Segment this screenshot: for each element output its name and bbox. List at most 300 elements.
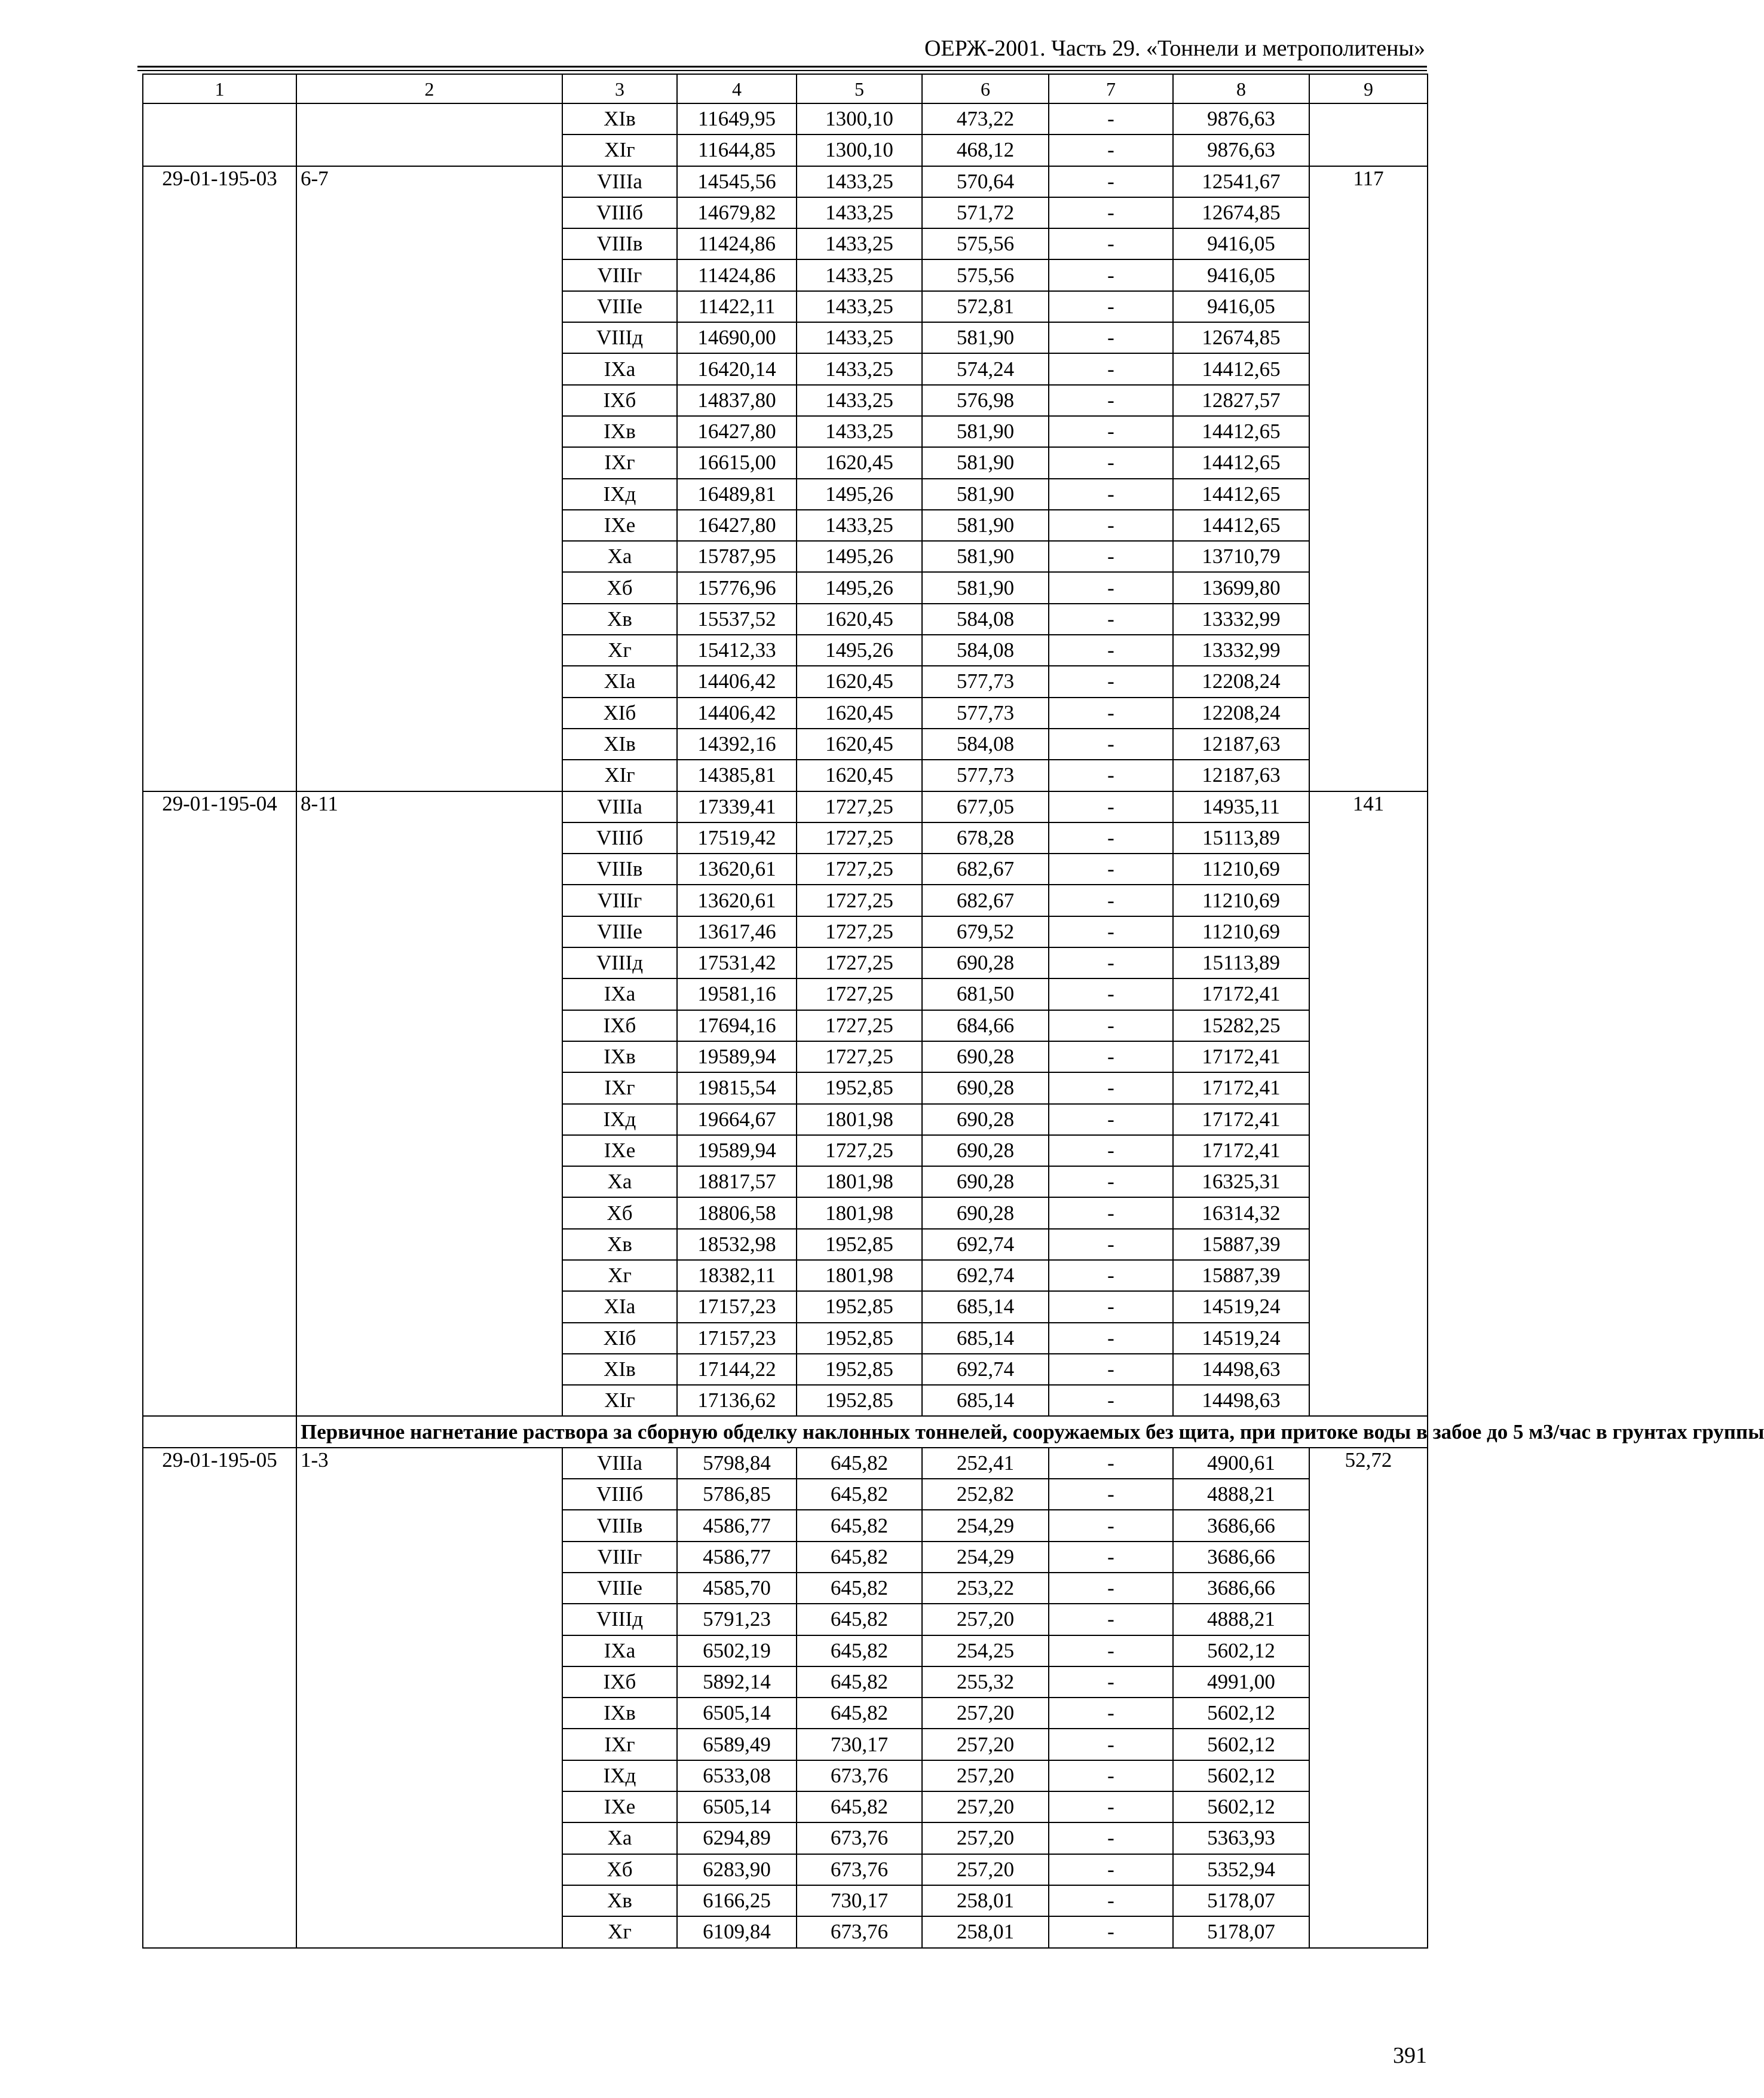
total-cost-cell: 5791,23 bbox=[677, 1604, 797, 1635]
machinery-cell: 254,29 bbox=[922, 1542, 1049, 1573]
total-cost-cell: 6589,49 bbox=[677, 1729, 797, 1760]
materials-cell: 17172,41 bbox=[1173, 1041, 1309, 1072]
materials-cell: 14498,63 bbox=[1173, 1354, 1309, 1385]
machinery-cell: 581,90 bbox=[922, 416, 1049, 447]
wages-cell: 645,82 bbox=[797, 1791, 922, 1822]
total-cost-cell: 17144,22 bbox=[677, 1354, 797, 1385]
total-cost-cell: 13620,61 bbox=[677, 885, 797, 916]
category-cell: IXв bbox=[562, 416, 677, 447]
machinists-wages-cell: - bbox=[1049, 1604, 1173, 1635]
wages-cell: 673,76 bbox=[797, 1854, 922, 1885]
materials-cell: 3686,66 bbox=[1173, 1542, 1309, 1573]
machinists-wages-cell: - bbox=[1049, 1072, 1173, 1103]
total-cost-cell: 17531,42 bbox=[677, 947, 797, 978]
column-number: 6 bbox=[922, 74, 1049, 103]
total-cost-cell: 13617,46 bbox=[677, 916, 797, 947]
page-number: 391 bbox=[1393, 2043, 1427, 2068]
machinery-cell: 685,14 bbox=[922, 1291, 1049, 1322]
materials-cell: 4991,00 bbox=[1173, 1666, 1309, 1698]
machinists-wages-cell: - bbox=[1049, 1854, 1173, 1885]
materials-cell: 15282,25 bbox=[1173, 1010, 1309, 1041]
wages-cell: 1433,25 bbox=[797, 197, 922, 228]
machinists-wages-cell: - bbox=[1049, 353, 1173, 384]
materials-cell: 14412,65 bbox=[1173, 353, 1309, 384]
machinery-cell: 575,56 bbox=[922, 228, 1049, 259]
machinery-cell: 257,20 bbox=[922, 1791, 1049, 1822]
wages-cell: 1620,45 bbox=[797, 729, 922, 760]
materials-cell: 11210,69 bbox=[1173, 854, 1309, 885]
machinery-cell: 257,20 bbox=[922, 1854, 1049, 1885]
category-cell: XIв bbox=[562, 729, 677, 760]
total-cost-cell: 16427,80 bbox=[677, 416, 797, 447]
total-cost-cell: 14406,42 bbox=[677, 666, 797, 697]
machinists-wages-cell: - bbox=[1049, 947, 1173, 978]
category-cell: VIIIе bbox=[562, 291, 677, 322]
machinery-cell: 253,22 bbox=[922, 1573, 1049, 1604]
machinery-cell: 692,74 bbox=[922, 1354, 1049, 1385]
wages-cell: 1952,85 bbox=[797, 1385, 922, 1416]
machinists-wages-cell: - bbox=[1049, 291, 1173, 322]
category-cell: Xа bbox=[562, 1166, 677, 1197]
machinists-wages-cell: - bbox=[1049, 916, 1173, 947]
materials-cell: 13332,99 bbox=[1173, 604, 1309, 635]
total-cost-cell: 11644,85 bbox=[677, 134, 797, 166]
machinery-cell: 690,28 bbox=[922, 1135, 1049, 1166]
materials-cell: 16314,32 bbox=[1173, 1197, 1309, 1228]
wages-cell: 1801,98 bbox=[797, 1104, 922, 1135]
materials-cell: 15887,39 bbox=[1173, 1260, 1309, 1291]
materials-cell: 5363,93 bbox=[1173, 1822, 1309, 1854]
total-cost-cell: 16489,81 bbox=[677, 479, 797, 510]
machinists-wages-cell: - bbox=[1049, 854, 1173, 885]
machinists-wages-cell: - bbox=[1049, 760, 1173, 791]
materials-cell: 5178,07 bbox=[1173, 1885, 1309, 1916]
machinery-cell: 690,28 bbox=[922, 1104, 1049, 1135]
category-cell: XIг bbox=[562, 1385, 677, 1416]
header-rule-thin bbox=[137, 70, 1427, 71]
total-cost-cell: 19589,94 bbox=[677, 1041, 797, 1072]
machinery-cell: 574,24 bbox=[922, 353, 1049, 384]
machinists-wages-cell: - bbox=[1049, 1635, 1173, 1666]
category-cell: XIа bbox=[562, 1291, 677, 1322]
machinists-wages-cell: - bbox=[1049, 666, 1173, 697]
materials-cell: 3686,66 bbox=[1173, 1573, 1309, 1604]
materials-cell: 11210,69 bbox=[1173, 885, 1309, 916]
machinists-wages-cell: - bbox=[1049, 447, 1173, 478]
materials-cell: 5352,94 bbox=[1173, 1854, 1309, 1885]
wages-cell: 1495,26 bbox=[797, 635, 922, 666]
machinists-wages-cell: - bbox=[1049, 1166, 1173, 1197]
total-cost-cell: 18806,58 bbox=[677, 1197, 797, 1228]
machinists-wages-cell: - bbox=[1049, 1822, 1173, 1854]
materials-cell: 4888,21 bbox=[1173, 1479, 1309, 1510]
machinists-wages-cell: - bbox=[1049, 1791, 1173, 1822]
wages-cell: 1727,25 bbox=[797, 822, 922, 854]
category-cell: VIIIв bbox=[562, 854, 677, 885]
wages-cell: 1952,85 bbox=[797, 1354, 922, 1385]
soil-group-cell: 8-11 bbox=[296, 791, 562, 1417]
wages-cell: 1495,26 bbox=[797, 541, 922, 572]
category-cell: IXе bbox=[562, 510, 677, 541]
total-cost-cell: 16427,80 bbox=[677, 510, 797, 541]
wages-cell: 1801,98 bbox=[797, 1166, 922, 1197]
category-cell: IXд bbox=[562, 1104, 677, 1135]
materials-cell: 12187,63 bbox=[1173, 729, 1309, 760]
materials-cell: 5602,12 bbox=[1173, 1698, 1309, 1729]
category-cell: IXе bbox=[562, 1791, 677, 1822]
total-cost-cell: 6166,25 bbox=[677, 1885, 797, 1916]
machinery-cell: 584,08 bbox=[922, 604, 1049, 635]
wages-cell: 673,76 bbox=[797, 1760, 922, 1791]
materials-cell: 3686,66 bbox=[1173, 1510, 1309, 1541]
machinery-cell: 581,90 bbox=[922, 510, 1049, 541]
machinery-cell: 690,28 bbox=[922, 1041, 1049, 1072]
machinery-cell: 684,66 bbox=[922, 1010, 1049, 1041]
machinists-wages-cell: - bbox=[1049, 1104, 1173, 1135]
machinists-wages-cell: - bbox=[1049, 541, 1173, 572]
total-cost-cell: 11422,11 bbox=[677, 291, 797, 322]
wages-cell: 730,17 bbox=[797, 1729, 922, 1760]
materials-cell: 12187,63 bbox=[1173, 760, 1309, 791]
wages-cell: 1300,10 bbox=[797, 103, 922, 134]
wages-cell: 645,82 bbox=[797, 1510, 922, 1541]
total-cost-cell: 4586,77 bbox=[677, 1542, 797, 1573]
rate-code-cell bbox=[143, 103, 296, 166]
materials-cell: 15887,39 bbox=[1173, 1229, 1309, 1260]
category-cell: VIIIа bbox=[562, 791, 677, 822]
labor-norm-cell bbox=[1309, 103, 1428, 166]
category-cell: IXг bbox=[562, 1072, 677, 1103]
wages-cell: 1433,25 bbox=[797, 510, 922, 541]
wages-cell: 645,82 bbox=[797, 1542, 922, 1573]
materials-cell: 16325,31 bbox=[1173, 1166, 1309, 1197]
wages-cell: 1727,25 bbox=[797, 947, 922, 978]
machinists-wages-cell: - bbox=[1049, 1041, 1173, 1072]
wages-cell: 1727,25 bbox=[797, 978, 922, 1010]
machinery-cell: 570,64 bbox=[922, 166, 1049, 197]
materials-cell: 14412,65 bbox=[1173, 479, 1309, 510]
wages-cell: 645,82 bbox=[797, 1698, 922, 1729]
category-cell: IXд bbox=[562, 1760, 677, 1791]
total-cost-cell: 14690,00 bbox=[677, 322, 797, 353]
category-cell: Xб bbox=[562, 1197, 677, 1228]
machinists-wages-cell: - bbox=[1049, 729, 1173, 760]
wages-cell: 1300,10 bbox=[797, 134, 922, 166]
machinists-wages-cell: - bbox=[1049, 1698, 1173, 1729]
machinists-wages-cell: - bbox=[1049, 1885, 1173, 1916]
category-cell: IXд bbox=[562, 479, 677, 510]
materials-cell: 9416,05 bbox=[1173, 228, 1309, 259]
materials-cell: 13710,79 bbox=[1173, 541, 1309, 572]
category-cell: Xг bbox=[562, 635, 677, 666]
category-cell: VIIIб bbox=[562, 822, 677, 854]
total-cost-cell: 4586,77 bbox=[677, 1510, 797, 1541]
wages-cell: 1433,25 bbox=[797, 416, 922, 447]
category-cell: Xв bbox=[562, 1229, 677, 1260]
machinery-cell: 575,56 bbox=[922, 259, 1049, 290]
table-row bbox=[143, 1448, 1428, 1479]
category-cell: Xв bbox=[562, 604, 677, 635]
wages-cell: 645,82 bbox=[797, 1479, 922, 1510]
machinery-cell: 577,73 bbox=[922, 760, 1049, 791]
machinery-cell: 258,01 bbox=[922, 1885, 1049, 1916]
category-cell: VIIIг bbox=[562, 885, 677, 916]
machinists-wages-cell: - bbox=[1049, 479, 1173, 510]
total-cost-cell: 14679,82 bbox=[677, 197, 797, 228]
materials-cell: 9876,63 bbox=[1173, 134, 1309, 166]
machinists-wages-cell: - bbox=[1049, 978, 1173, 1010]
machinists-wages-cell: - bbox=[1049, 1510, 1173, 1541]
total-cost-cell: 17519,42 bbox=[677, 822, 797, 854]
total-cost-cell: 15776,96 bbox=[677, 572, 797, 603]
total-cost-cell: 16615,00 bbox=[677, 447, 797, 478]
machinists-wages-cell: - bbox=[1049, 197, 1173, 228]
machinery-cell: 576,98 bbox=[922, 385, 1049, 416]
total-cost-cell: 6505,14 bbox=[677, 1698, 797, 1729]
soil-group-cell: 6-7 bbox=[296, 166, 562, 791]
machinery-cell: 577,73 bbox=[922, 698, 1049, 729]
materials-cell: 5602,12 bbox=[1173, 1635, 1309, 1666]
category-cell: XIв bbox=[562, 103, 677, 134]
category-cell: XIг bbox=[562, 134, 677, 166]
column-number: 8 bbox=[1173, 74, 1309, 103]
wages-cell: 1495,26 bbox=[797, 479, 922, 510]
rate-code-cell: 29-01-195-05 bbox=[143, 1448, 296, 1948]
machinery-cell: 473,22 bbox=[922, 103, 1049, 134]
materials-cell: 14519,24 bbox=[1173, 1291, 1309, 1322]
total-cost-cell: 11424,86 bbox=[677, 259, 797, 290]
wages-cell: 1433,25 bbox=[797, 385, 922, 416]
materials-cell: 14519,24 bbox=[1173, 1323, 1309, 1354]
wages-cell: 1620,45 bbox=[797, 666, 922, 697]
materials-cell: 15113,89 bbox=[1173, 822, 1309, 854]
rates-table bbox=[142, 74, 1764, 1949]
total-cost-cell: 16420,14 bbox=[677, 353, 797, 384]
machinists-wages-cell: - bbox=[1049, 1666, 1173, 1698]
wages-cell: 673,76 bbox=[797, 1916, 922, 1947]
wages-cell: 1433,25 bbox=[797, 291, 922, 322]
machinists-wages-cell: - bbox=[1049, 228, 1173, 259]
wages-cell: 1727,25 bbox=[797, 1010, 922, 1041]
category-cell: Xа bbox=[562, 541, 677, 572]
materials-cell: 17172,41 bbox=[1173, 978, 1309, 1010]
category-cell: Xа bbox=[562, 1822, 677, 1854]
materials-cell: 14498,63 bbox=[1173, 1385, 1309, 1416]
rate-code-cell: 29-01-195-03 bbox=[143, 166, 296, 791]
labor-norm-cell: 141 bbox=[1309, 791, 1428, 1417]
total-cost-cell: 6109,84 bbox=[677, 1916, 797, 1947]
machinists-wages-cell: - bbox=[1049, 1135, 1173, 1166]
category-cell: IXа bbox=[562, 1635, 677, 1666]
wages-cell: 1727,25 bbox=[797, 854, 922, 885]
wages-cell: 1952,85 bbox=[797, 1291, 922, 1322]
table-row bbox=[143, 103, 1428, 134]
category-cell: XIг bbox=[562, 760, 677, 791]
wages-cell: 1952,85 bbox=[797, 1323, 922, 1354]
materials-cell: 9416,05 bbox=[1173, 291, 1309, 322]
machinery-cell: 682,67 bbox=[922, 854, 1049, 885]
header-rule bbox=[137, 66, 1427, 68]
materials-cell: 12208,24 bbox=[1173, 666, 1309, 697]
wages-cell: 1727,25 bbox=[797, 916, 922, 947]
machinery-cell: 252,41 bbox=[922, 1448, 1049, 1479]
machinery-cell: 257,20 bbox=[922, 1822, 1049, 1854]
materials-cell: 5602,12 bbox=[1173, 1791, 1309, 1822]
wages-cell: 1495,26 bbox=[797, 572, 922, 603]
total-cost-cell: 6502,19 bbox=[677, 1635, 797, 1666]
total-cost-cell: 17136,62 bbox=[677, 1385, 797, 1416]
machinery-cell: 572,81 bbox=[922, 291, 1049, 322]
machinists-wages-cell: - bbox=[1049, 166, 1173, 197]
machinery-cell: 692,74 bbox=[922, 1260, 1049, 1291]
wages-cell: 645,82 bbox=[797, 1604, 922, 1635]
machinery-cell: 690,28 bbox=[922, 1197, 1049, 1228]
machinists-wages-cell: - bbox=[1049, 604, 1173, 635]
wages-cell: 645,82 bbox=[797, 1573, 922, 1604]
materials-cell: 5602,12 bbox=[1173, 1729, 1309, 1760]
category-cell: VIIIд bbox=[562, 1604, 677, 1635]
materials-cell: 9416,05 bbox=[1173, 259, 1309, 290]
machinery-cell: 577,73 bbox=[922, 666, 1049, 697]
total-cost-cell: 17157,23 bbox=[677, 1323, 797, 1354]
machinery-cell: 581,90 bbox=[922, 479, 1049, 510]
wages-cell: 1620,45 bbox=[797, 447, 922, 478]
materials-cell: 14412,65 bbox=[1173, 416, 1309, 447]
wages-cell: 1952,85 bbox=[797, 1072, 922, 1103]
total-cost-cell: 14545,56 bbox=[677, 166, 797, 197]
total-cost-cell: 5798,84 bbox=[677, 1448, 797, 1479]
category-cell: VIIIд bbox=[562, 322, 677, 353]
machinists-wages-cell: - bbox=[1049, 416, 1173, 447]
total-cost-cell: 6533,08 bbox=[677, 1760, 797, 1791]
machinists-wages-cell: - bbox=[1049, 134, 1173, 166]
section-title: Первичное нагнетание раствора за сборную обделку наклонных тоннелей, сооружаемых без щита, при притоке воды в забое до 5 м3/час в грунтах группы bbox=[296, 1416, 1428, 1447]
machinery-cell: 258,01 bbox=[922, 1916, 1049, 1947]
machinery-cell: 468,12 bbox=[922, 134, 1049, 166]
category-cell: XIб bbox=[562, 698, 677, 729]
category-cell: VIIIв bbox=[562, 1510, 677, 1541]
materials-cell: 5178,07 bbox=[1173, 1916, 1309, 1947]
total-cost-cell: 4585,70 bbox=[677, 1573, 797, 1604]
machinists-wages-cell: - bbox=[1049, 1479, 1173, 1510]
machinery-cell: 257,20 bbox=[922, 1760, 1049, 1791]
category-cell: XIв bbox=[562, 1354, 677, 1385]
wages-cell: 1727,25 bbox=[797, 885, 922, 916]
total-cost-cell: 15412,33 bbox=[677, 635, 797, 666]
machinists-wages-cell: - bbox=[1049, 1197, 1173, 1228]
wages-cell: 1433,25 bbox=[797, 166, 922, 197]
total-cost-cell: 6283,90 bbox=[677, 1854, 797, 1885]
machinery-cell: 254,25 bbox=[922, 1635, 1049, 1666]
category-cell: XIб bbox=[562, 1323, 677, 1354]
machinery-cell: 685,14 bbox=[922, 1385, 1049, 1416]
wages-cell: 1433,25 bbox=[797, 322, 922, 353]
machinery-cell: 255,32 bbox=[922, 1666, 1049, 1698]
total-cost-cell: 19664,67 bbox=[677, 1104, 797, 1135]
machinery-cell: 257,20 bbox=[922, 1698, 1049, 1729]
materials-cell: 9876,63 bbox=[1173, 103, 1309, 134]
category-cell: IXб bbox=[562, 1666, 677, 1698]
category-cell: IXв bbox=[562, 1698, 677, 1729]
machinists-wages-cell: - bbox=[1049, 1448, 1173, 1479]
wages-cell: 1801,98 bbox=[797, 1197, 922, 1228]
machinists-wages-cell: - bbox=[1049, 1573, 1173, 1604]
machinery-cell: 584,08 bbox=[922, 729, 1049, 760]
wages-cell: 1433,25 bbox=[797, 259, 922, 290]
machinists-wages-cell: - bbox=[1049, 1229, 1173, 1260]
category-cell: IXе bbox=[562, 1135, 677, 1166]
total-cost-cell: 19589,94 bbox=[677, 1135, 797, 1166]
table-row bbox=[143, 166, 1428, 197]
materials-cell: 4900,61 bbox=[1173, 1448, 1309, 1479]
category-cell: VIIIд bbox=[562, 947, 677, 978]
total-cost-cell: 14406,42 bbox=[677, 698, 797, 729]
column-number: 4 bbox=[677, 74, 797, 103]
machinery-cell: 252,82 bbox=[922, 1479, 1049, 1510]
total-cost-cell: 15537,52 bbox=[677, 604, 797, 635]
materials-cell: 4888,21 bbox=[1173, 1604, 1309, 1635]
category-cell: VIIIе bbox=[562, 1573, 677, 1604]
machinery-cell: 690,28 bbox=[922, 1166, 1049, 1197]
materials-cell: 17172,41 bbox=[1173, 1072, 1309, 1103]
total-cost-cell: 14392,16 bbox=[677, 729, 797, 760]
soil-group-cell: 1-3 bbox=[296, 1448, 562, 1948]
machinists-wages-cell: - bbox=[1049, 1260, 1173, 1291]
machinery-cell: 581,90 bbox=[922, 541, 1049, 572]
category-cell: IXб bbox=[562, 385, 677, 416]
wages-cell: 1433,25 bbox=[797, 353, 922, 384]
category-cell: VIIIе bbox=[562, 916, 677, 947]
total-cost-cell: 6294,89 bbox=[677, 1822, 797, 1854]
machinery-cell: 690,28 bbox=[922, 1072, 1049, 1103]
page-header: ОЕРЖ-2001. Часть 29. «Тоннели и метрополитены» bbox=[924, 36, 1425, 61]
machinists-wages-cell: - bbox=[1049, 1916, 1173, 1947]
category-cell: XIа bbox=[562, 666, 677, 697]
machinists-wages-cell: - bbox=[1049, 1760, 1173, 1791]
machinists-wages-cell: - bbox=[1049, 791, 1173, 822]
machinists-wages-cell: - bbox=[1049, 385, 1173, 416]
wages-cell: 645,82 bbox=[797, 1666, 922, 1698]
category-cell: Xг bbox=[562, 1916, 677, 1947]
materials-cell: 15113,89 bbox=[1173, 947, 1309, 978]
section-header-row bbox=[143, 1416, 1428, 1447]
column-number-row bbox=[143, 74, 1428, 103]
category-cell: IXа bbox=[562, 978, 677, 1010]
machinery-cell: 581,90 bbox=[922, 322, 1049, 353]
wages-cell: 1952,85 bbox=[797, 1229, 922, 1260]
materials-cell: 13699,80 bbox=[1173, 572, 1309, 603]
machinists-wages-cell: - bbox=[1049, 572, 1173, 603]
materials-cell: 12674,85 bbox=[1173, 322, 1309, 353]
machinery-cell: 257,20 bbox=[922, 1729, 1049, 1760]
materials-cell: 11210,69 bbox=[1173, 916, 1309, 947]
wages-cell: 673,76 bbox=[797, 1822, 922, 1854]
column-number: 9 bbox=[1309, 74, 1428, 103]
materials-cell: 12541,67 bbox=[1173, 166, 1309, 197]
wages-cell: 1801,98 bbox=[797, 1260, 922, 1291]
machinists-wages-cell: - bbox=[1049, 1354, 1173, 1385]
total-cost-cell: 18382,11 bbox=[677, 1260, 797, 1291]
total-cost-cell: 19815,54 bbox=[677, 1072, 797, 1103]
labor-norm-cell: 52,72 bbox=[1309, 1448, 1428, 1948]
machinery-cell: 682,67 bbox=[922, 885, 1049, 916]
materials-cell: 14935,11 bbox=[1173, 791, 1309, 822]
total-cost-cell: 6505,14 bbox=[677, 1791, 797, 1822]
materials-cell: 14412,65 bbox=[1173, 510, 1309, 541]
wages-cell: 1727,25 bbox=[797, 791, 922, 822]
total-cost-cell: 14385,81 bbox=[677, 760, 797, 791]
machinery-cell: 581,90 bbox=[922, 447, 1049, 478]
